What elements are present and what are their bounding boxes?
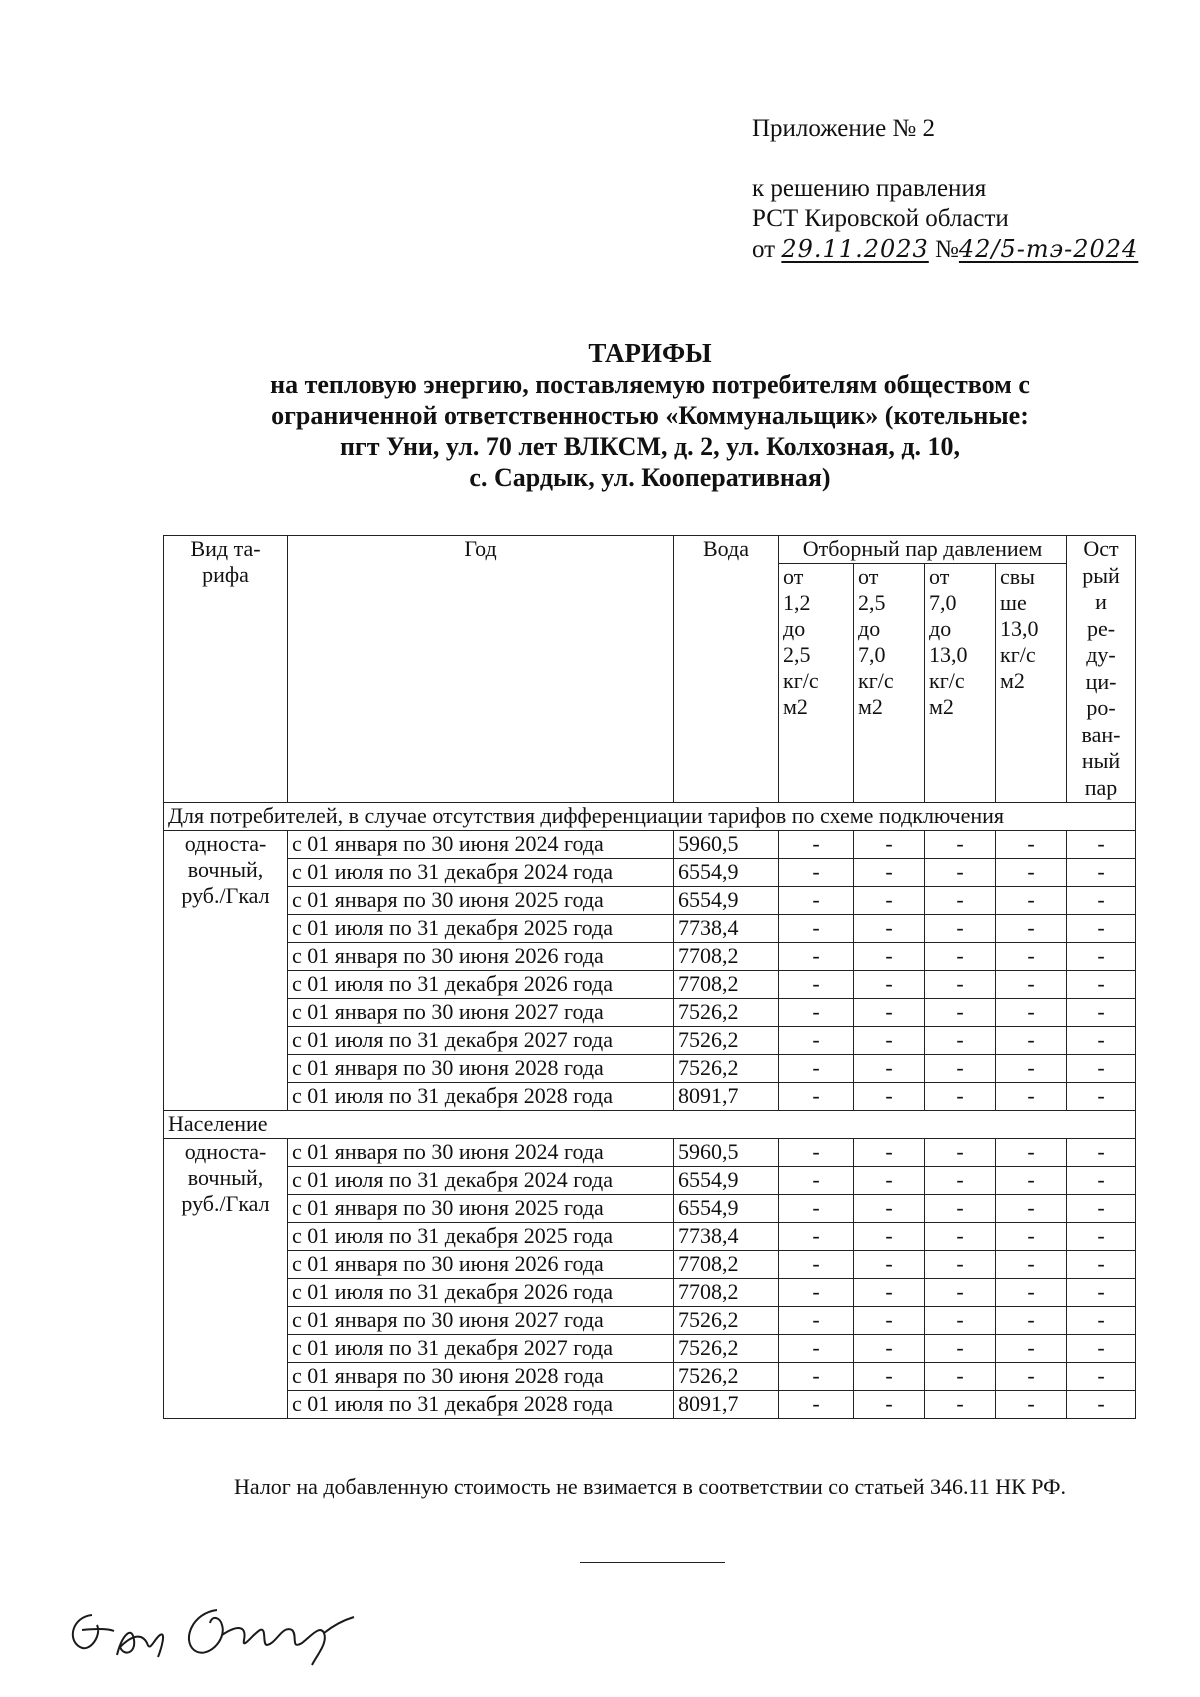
empty-value-cell: - [779,971,854,999]
header-steam-4: свы ше 13,0 кг/с м2 [996,564,1067,803]
empty-value-cell: - [1067,859,1136,887]
table-row [164,887,1136,915]
period-cell: с 01 января по 30 июня 2028 года [288,1363,674,1391]
empty-value-cell: - [996,1167,1067,1195]
period-cell: с 01 января по 30 июня 2025 года [288,887,674,915]
period-cell: с 01 января по 30 июня 2025 года [288,1195,674,1223]
water-value-cell: 8091,7 [674,1391,779,1419]
empty-value-cell: - [1067,1307,1136,1335]
empty-value-cell: - [996,1083,1067,1111]
empty-value-cell: - [925,1139,996,1167]
empty-value-cell: - [854,1027,925,1055]
empty-value-cell: - [1067,1167,1136,1195]
empty-value-cell: - [1067,1335,1136,1363]
empty-value-cell: - [779,1335,854,1363]
water-value-cell: 7526,2 [674,1363,779,1391]
empty-value-cell: - [854,1307,925,1335]
empty-value-cell: - [1067,1251,1136,1279]
document-title-block [150,338,1150,493]
period-cell: с 01 января по 30 июня 2026 года [288,1251,674,1279]
empty-value-cell: - [925,915,996,943]
empty-value-cell: - [779,1195,854,1223]
empty-value-cell: - [1067,1083,1136,1111]
period-cell: с 01 июля по 31 декабря 2027 года [288,1027,674,1055]
empty-value-cell: - [854,1363,925,1391]
header-steam-3: от 7,0 до 13,0 кг/с м2 [925,564,996,803]
empty-value-cell: - [854,859,925,887]
signature-2 [189,1610,354,1665]
period-cell: с 01 января по 30 июня 2024 года [288,831,674,859]
water-value-cell: 6554,9 [674,887,779,915]
table-row [164,1027,1136,1055]
empty-value-cell: - [1067,1139,1136,1167]
empty-value-cell: - [779,831,854,859]
header-sharp-steam: Ост рый и ре- ду- ци- ро- ван- ный пар [1067,536,1136,803]
empty-value-cell: - [996,831,1067,859]
period-cell: с 01 июля по 31 декабря 2028 года [288,1083,674,1111]
table-row [164,1307,1136,1335]
water-value-cell: 7526,2 [674,999,779,1027]
tariff-table [163,535,1136,1419]
empty-value-cell: - [1067,999,1136,1027]
subtitle-line-4: с. Сардык, ул. Кооперативная) [469,463,831,492]
header-steam-group: Отборный пар давлением [779,536,1067,564]
table-row [164,1167,1136,1195]
empty-value-cell: - [925,1307,996,1335]
empty-value-cell: - [996,1335,1067,1363]
water-value-cell: 7738,4 [674,915,779,943]
empty-value-cell: - [854,1139,925,1167]
empty-value-cell: - [779,1055,854,1083]
empty-value-cell: - [996,1223,1067,1251]
table-row [164,1391,1136,1419]
appendix-line-2: РСТ Кировской области [752,205,1009,232]
empty-value-cell: - [854,1391,925,1419]
header-steam-1: от 1,2 до 2,5 кг/с м2 [779,564,854,803]
period-cell: с 01 января по 30 июня 2024 года [288,1139,674,1167]
header-year: Год [288,536,674,803]
signature-1 [73,1615,163,1657]
period-cell: с 01 июля по 31 декабря 2028 года [288,1391,674,1419]
empty-value-cell: - [1067,1279,1136,1307]
header-water: Вода [674,536,779,803]
period-cell: с 01 января по 30 июня 2026 года [288,943,674,971]
empty-value-cell: - [996,1195,1067,1223]
empty-value-cell: - [854,1223,925,1251]
empty-value-cell: - [925,999,996,1027]
empty-value-cell: - [925,887,996,915]
appendix-line-3 [752,234,1138,265]
table-row [164,999,1136,1027]
table-row [164,1251,1136,1279]
empty-value-cell: - [996,1391,1067,1419]
empty-value-cell: - [779,943,854,971]
empty-value-cell: - [925,1279,996,1307]
empty-value-cell: - [854,915,925,943]
empty-value-cell: - [925,1363,996,1391]
section-title: Для потребителей, в случае отсутствия дифференциации тарифов по схеме подключения [164,803,1136,831]
empty-value-cell: - [925,1083,996,1111]
header-tariff-type: Вид та- рифа [164,536,288,803]
empty-value-cell: - [1067,971,1136,999]
water-value-cell: 5960,5 [674,1139,779,1167]
period-cell: с 01 июля по 31 декабря 2025 года [288,1223,674,1251]
empty-value-cell: - [854,887,925,915]
empty-value-cell: - [925,971,996,999]
empty-value-cell: - [1067,915,1136,943]
empty-value-cell: - [996,859,1067,887]
empty-value-cell: - [854,1335,925,1363]
appendix-block [752,114,1138,265]
empty-value-cell: - [996,915,1067,943]
section-row [164,803,1136,831]
empty-value-cell: - [854,831,925,859]
empty-value-cell: - [996,971,1067,999]
empty-value-cell: - [854,1055,925,1083]
empty-value-cell: - [996,999,1067,1027]
water-value-cell: 7708,2 [674,971,779,999]
period-cell: с 01 июля по 31 декабря 2025 года [288,915,674,943]
subtitle-line-2: ограниченной ответственностью «Коммунальщик» (котельные: [271,401,1029,430]
empty-value-cell: - [854,1195,925,1223]
water-value-cell: 7708,2 [674,943,779,971]
empty-value-cell: - [779,915,854,943]
empty-value-cell: - [779,1223,854,1251]
empty-value-cell: - [996,1139,1067,1167]
empty-value-cell: - [925,831,996,859]
empty-value-cell: - [854,1167,925,1195]
water-value-cell: 7708,2 [674,1251,779,1279]
table-row [164,1279,1136,1307]
empty-value-cell: - [1067,1223,1136,1251]
empty-value-cell: - [996,1363,1067,1391]
empty-value-cell: - [1067,1195,1136,1223]
empty-value-cell: - [779,1307,854,1335]
empty-value-cell: - [925,1195,996,1223]
empty-value-cell: - [779,1139,854,1167]
empty-value-cell: - [925,1055,996,1083]
water-value-cell: 6554,9 [674,1195,779,1223]
signatures [62,1595,382,1680]
period-cell: с 01 июля по 31 декабря 2026 года [288,971,674,999]
empty-value-cell: - [925,1223,996,1251]
empty-value-cell: - [925,1027,996,1055]
section-row [164,1111,1136,1139]
empty-value-cell: - [925,1167,996,1195]
closing-rule [580,1562,725,1563]
decision-number: 42/5-тэ-2024 [958,235,1139,263]
tariff-type-cell: односта- вочный, руб./Гкал [164,831,288,1111]
table-row [164,1055,1136,1083]
empty-value-cell: - [996,1251,1067,1279]
empty-value-cell: - [1067,943,1136,971]
empty-value-cell: - [854,1251,925,1279]
table-row [164,859,1136,887]
empty-value-cell: - [996,1307,1067,1335]
empty-value-cell: - [1067,1055,1136,1083]
period-cell: с 01 июля по 31 декабря 2024 года [288,859,674,887]
water-value-cell: 6554,9 [674,859,779,887]
decision-date: 29.11.2023 [781,235,929,263]
empty-value-cell: - [996,1279,1067,1307]
water-value-cell: 6554,9 [674,1167,779,1195]
water-value-cell: 7526,2 [674,1307,779,1335]
number-label: № [935,236,959,263]
header-row-1 [164,536,1136,564]
subtitle-line-3: пгт Уни, ул. 70 лет ВЛКСМ, д. 2, ул. Колхозная, д. 10, [339,432,961,461]
water-value-cell: 7526,2 [674,1027,779,1055]
empty-value-cell: - [779,1027,854,1055]
empty-value-cell: - [996,1027,1067,1055]
water-value-cell: 5960,5 [674,831,779,859]
period-cell: с 01 июля по 31 декабря 2024 года [288,1167,674,1195]
empty-value-cell: - [779,1083,854,1111]
empty-value-cell: - [779,887,854,915]
water-value-cell: 7526,2 [674,1335,779,1363]
water-value-cell: 8091,7 [674,1083,779,1111]
empty-value-cell: - [1067,1391,1136,1419]
empty-value-cell: - [854,1279,925,1307]
table-row [164,943,1136,971]
empty-value-cell: - [779,1251,854,1279]
subtitle-line-1: на тепловую энергию, поставляемую потребителям обществом с [270,370,1030,399]
tariff-type-cell: односта- вочный, руб./Гкал [164,1139,288,1419]
vat-note: Налог на добавленную стоимость не взимается в соответствии со статьей 346.11 НК РФ. [233,1474,1067,1499]
table-row [164,1195,1136,1223]
section-title: Население [164,1111,1136,1139]
water-value-cell: 7708,2 [674,1279,779,1307]
appendix-line-1: к решению правления [752,175,987,202]
empty-value-cell: - [779,859,854,887]
empty-value-cell: - [1067,1027,1136,1055]
empty-value-cell: - [925,1391,996,1419]
empty-value-cell: - [854,999,925,1027]
empty-value-cell: - [925,1251,996,1279]
from-label: от [752,236,776,263]
empty-value-cell: - [925,859,996,887]
empty-value-cell: - [996,1055,1067,1083]
empty-value-cell: - [925,943,996,971]
signature-image [62,1595,382,1675]
empty-value-cell: - [779,1391,854,1419]
period-cell: с 01 июля по 31 декабря 2026 года [288,1279,674,1307]
empty-value-cell: - [779,1167,854,1195]
table-row [164,1223,1136,1251]
table-row [164,915,1136,943]
empty-value-cell: - [854,1083,925,1111]
period-cell: с 01 января по 30 июня 2027 года [288,999,674,1027]
empty-value-cell: - [779,999,854,1027]
empty-value-cell: - [996,943,1067,971]
water-value-cell: 7738,4 [674,1223,779,1251]
table-row [164,1083,1136,1111]
table-row [164,1335,1136,1363]
water-value-cell: 7526,2 [674,1055,779,1083]
appendix-title: Приложение № 2 [752,115,936,142]
empty-value-cell: - [925,1335,996,1363]
table-row [164,971,1136,999]
empty-value-cell: - [854,943,925,971]
empty-value-cell: - [996,887,1067,915]
empty-value-cell: - [779,1279,854,1307]
empty-value-cell: - [779,1363,854,1391]
table-row [164,1363,1136,1391]
empty-value-cell: - [1067,1363,1136,1391]
empty-value-cell: - [1067,831,1136,859]
document-title: ТАРИФЫ [588,338,712,368]
table-row [164,1139,1136,1167]
empty-value-cell: - [854,971,925,999]
header-steam-2: от 2,5 до 7,0 кг/с м2 [854,564,925,803]
period-cell: с 01 января по 30 июня 2028 года [288,1055,674,1083]
empty-value-cell: - [1067,887,1136,915]
period-cell: с 01 июля по 31 декабря 2027 года [288,1335,674,1363]
period-cell: с 01 января по 30 июня 2027 года [288,1307,674,1335]
table-row [164,831,1136,859]
